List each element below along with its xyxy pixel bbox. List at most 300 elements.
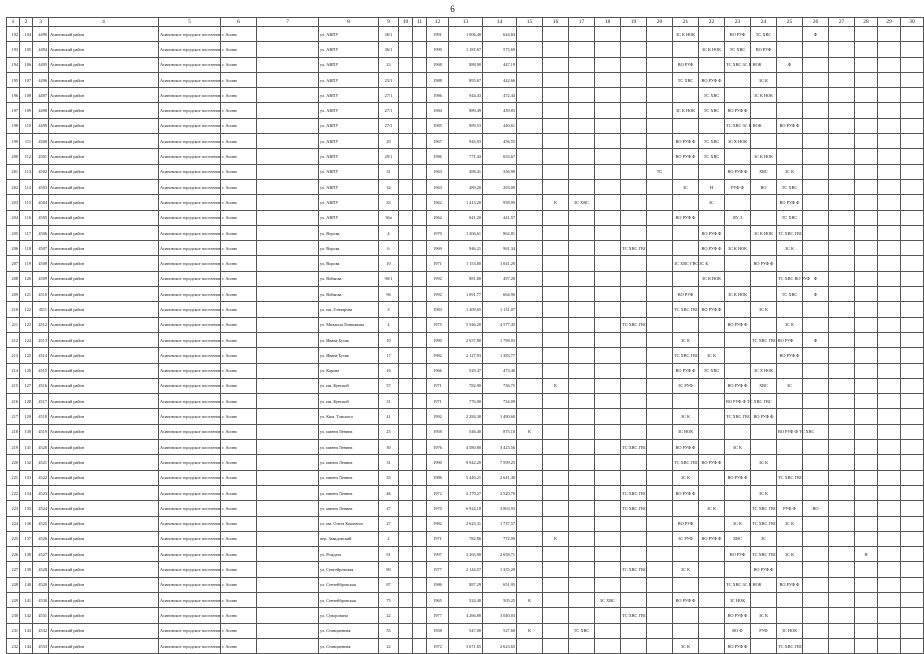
empty-cell [399,118,413,133]
work-mark-col-27 [829,501,855,516]
street-name: ул. имени Ленина [319,440,379,455]
empty-cell [413,516,427,531]
build-year: 1985 [427,118,449,133]
object-id: 4527 [33,547,49,562]
street-name: ул. АВПУ [319,88,379,103]
total-area: 498,41 [449,164,483,179]
table-row [7,256,924,271]
empty-cell [399,485,413,500]
living-area: 961,34 [483,241,517,256]
work-mark-col-29 [878,164,901,179]
living-area: 447,19 [483,57,517,72]
work-mark-col-26 [803,118,829,133]
living-area: 1 383,77 [483,348,517,363]
sub-number: 143 [20,623,33,638]
column-number-30: 30 [901,18,924,27]
locality-name: г. Асино [221,118,257,133]
work-mark-col-16 [543,363,569,378]
work-mark-col-29 [878,317,901,332]
work-mark-col-19 [621,378,647,393]
column-number-3: 3 [33,18,49,27]
district-name: Асиновский район [49,302,159,317]
work-mark-col-28 [855,317,878,332]
settlement-name: Асиновское городское поселение [159,608,221,623]
table-row [7,118,924,133]
work-mark-col-17 [569,485,595,500]
object-id: 4502 [33,164,49,179]
work-mark-col-22: ТС ХВС [699,149,725,164]
work-mark-col-25 [777,394,803,409]
house-number: 29/1 [379,149,399,164]
work-mark-col-23 [725,455,751,470]
work-mark-col-28 [855,271,878,286]
total-area: 944,43 [449,88,483,103]
object-id: 4513 [33,332,49,347]
work-mark-col-25: ВО РУФ Ф [777,348,803,363]
work-mark-col-16 [543,317,569,332]
work-mark-col-26: Ф [803,332,829,347]
settlement-name: Асиновское городское поселение [159,57,221,72]
work-mark-col-28 [855,378,878,393]
empty-cell [399,149,413,164]
object-id: 4511 [33,302,49,317]
column-number-28: 28 [855,18,878,27]
work-mark-col-29 [878,547,901,562]
work-mark-col-20 [647,179,673,194]
house-number: 27/1 [379,103,399,118]
work-mark-col-15 [517,118,543,133]
column-number-26: 26 [803,18,829,27]
house-number: 23/1 [379,72,399,87]
row-number: 217 [7,409,20,424]
work-mark-col-17 [569,149,595,164]
living-area: 1 798,03 [483,332,517,347]
work-mark-col-27 [829,241,855,256]
empty-cell [413,57,427,72]
object-id: 4499 [33,118,49,133]
empty-cell [257,394,319,409]
work-mark-col-28 [855,592,878,607]
empty-cell [399,27,413,42]
sub-number: 140 [20,577,33,592]
work-mark-col-25 [777,592,803,607]
work-mark-col-20 [647,241,673,256]
row-number: 207 [7,256,20,271]
work-mark-col-28 [855,72,878,87]
row-number: 213 [7,348,20,363]
table-row [7,592,924,607]
work-mark-col-18 [595,164,621,179]
locality-name: г. Асино [221,409,257,424]
work-mark-col-27 [829,470,855,485]
work-mark-col-28 [855,455,878,470]
object-id: 4498 [33,103,49,118]
work-mark-col-18 [595,287,621,302]
work-mark-col-24 [751,287,777,302]
work-mark-col-16 [543,409,569,424]
empty-cell [413,547,427,562]
locality-name: г. Асино [221,210,257,225]
sub-number: 132 [20,455,33,470]
work-mark-col-28 [855,179,878,194]
table-row [7,287,924,302]
street-name: ул. АВПУ [319,149,379,164]
house-number: 36а [379,210,399,225]
column-number-24: 24 [751,18,777,27]
sub-number: 110 [20,118,33,133]
sub-number: 117 [20,225,33,240]
empty-cell [257,623,319,638]
work-mark-col-15 [517,317,543,332]
work-mark-col-29 [878,516,901,531]
empty-cell [399,241,413,256]
empty-cell [413,409,427,424]
work-mark-col-15 [517,485,543,500]
work-mark-col-23: ВО РУФ Ф ТС ХВС ГВС [725,394,751,409]
work-mark-col-15 [517,638,543,653]
table-row [7,577,924,592]
locality-name: г. Асино [221,440,257,455]
build-year: 1997 [427,547,449,562]
work-mark-col-18 [595,210,621,225]
work-mark-col-27 [829,42,855,57]
district-name: Асиновский район [49,149,159,164]
empty-cell [257,531,319,546]
house-number: 80 [379,562,399,577]
work-mark-col-16 [543,424,569,439]
work-mark-col-26 [803,577,829,592]
work-mark-col-20 [647,149,673,164]
work-mark-col-24: 3С К НОК [751,225,777,240]
empty-cell [399,88,413,103]
work-mark-col-15 [517,241,543,256]
district-name: Асиновский район [49,592,159,607]
total-area: 546,40 [449,424,483,439]
work-mark-col-18 [595,42,621,57]
empty-cell [413,363,427,378]
work-mark-col-29 [878,27,901,42]
work-mark-col-28 [855,394,878,409]
work-mark-col-19 [621,225,647,240]
district-name: Асиновский район [49,608,159,623]
work-mark-col-17 [569,271,595,286]
work-mark-col-27 [829,256,855,271]
work-mark-col-30 [901,302,924,317]
work-mark-col-27 [829,164,855,179]
work-mark-col-30 [901,57,924,72]
settlement-name: Асиновское городское поселение [159,562,221,577]
work-mark-col-21: ТС ХВС ГВС [673,302,699,317]
work-mark-col-17 [569,577,595,592]
work-mark-col-16 [543,302,569,317]
work-mark-col-21 [673,195,699,210]
empty-cell [399,547,413,562]
work-mark-col-25: ВО РУФ Ф [777,195,803,210]
total-area: 2 657,80 [449,332,483,347]
locality-name: г. Асино [221,501,257,516]
work-mark-col-25 [777,256,803,271]
living-area: 497,28 [483,271,517,286]
sub-number: 130 [20,424,33,439]
object-id: 4512 [33,317,49,332]
build-year: 1971 [427,378,449,393]
work-mark-col-25 [777,42,803,57]
work-mark-col-19 [621,118,647,133]
sub-number: 137 [20,531,33,546]
work-mark-col-24: 3С [751,531,777,546]
locality-name: г. Асино [221,72,257,87]
sub-number: 125 [20,348,33,363]
living-area: 644,84 [483,27,517,42]
work-mark-col-16 [543,485,569,500]
work-mark-col-29 [878,424,901,439]
work-mark-col-26: Ф [803,27,829,42]
table-row [7,195,924,210]
work-mark-col-27 [829,516,855,531]
total-area: 889,53 [449,118,483,133]
row-number: 199 [7,134,20,149]
total-area: 1 153,80 [449,256,483,271]
district-name: Асиновский район [49,577,159,592]
work-mark-col-18 [595,623,621,638]
work-mark-col-17 [569,179,595,194]
work-mark-col-30 [901,225,924,240]
house-number: 10 [379,332,399,347]
work-mark-col-16 [543,256,569,271]
table-row [7,424,924,439]
column-number-23: 23 [725,18,751,27]
object-id: 4533 [33,638,49,653]
table-row [7,394,924,409]
work-mark-col-15: К [517,623,543,638]
sub-number: 144 [20,638,33,653]
empty-cell [257,485,319,500]
work-mark-col-26 [803,363,829,378]
work-mark-col-20 [647,531,673,546]
house-number: 75 [379,592,399,607]
work-mark-col-16 [543,210,569,225]
sub-number: 111 [20,134,33,149]
empty-cell [399,271,413,286]
total-area: 529,47 [449,363,483,378]
work-mark-col-17 [569,562,595,577]
street-name: ул. Суворовича [319,608,379,623]
work-mark-col-23: ВО РУФ Ф [725,378,751,393]
street-name: пер. Завадовский [319,531,379,546]
work-mark-col-19 [621,516,647,531]
work-mark-col-16 [543,562,569,577]
work-mark-col-28 [855,623,878,638]
work-mark-col-15 [517,562,543,577]
row-number: 210 [7,302,20,317]
row-number: 227 [7,562,20,577]
work-mark-col-15 [517,195,543,210]
empty-cell [399,317,413,332]
district-name: Асиновский район [49,623,159,638]
locality-name: г. Асино [221,271,257,286]
table-row [7,516,924,531]
house-number: 36/1 [379,42,399,57]
house-number: 96 [379,287,399,302]
empty-cell [257,118,319,133]
sub-number: 120 [20,271,33,286]
sub-number: 133 [20,470,33,485]
district-name: Асиновский район [49,424,159,439]
object-id: 4507 [33,241,49,256]
work-mark-col-21 [673,623,699,638]
street-name: ул. АВПУ [319,195,379,210]
living-area: 3 863,93 [483,501,517,516]
sub-number: 119 [20,256,33,271]
settlement-name: Асиновское городское поселение [159,271,221,286]
work-mark-col-26: Ф [803,287,829,302]
street-name: ул. им. Кунской [319,378,379,393]
empty-cell [413,562,427,577]
locality-name: г. Асино [221,27,257,42]
object-id: 4503 [33,179,49,194]
total-area: 4 179,27 [449,485,483,500]
work-mark-col-30 [901,547,924,562]
street-name: ул. АВПУ [319,210,379,225]
sub-number: 131 [20,440,33,455]
empty-cell [413,470,427,485]
work-mark-col-23: ТС ХВС [725,42,751,57]
street-name: ул. Сенгейровская [319,562,379,577]
locality-name: г. Асино [221,302,257,317]
work-mark-col-20 [647,103,673,118]
work-mark-col-20 [647,72,673,87]
row-number: 196 [7,88,20,103]
living-area: 2 658,71 [483,547,517,562]
column-number-18: 18 [595,18,621,27]
work-mark-col-17 [569,332,595,347]
total-area: 1 206,61 [449,225,483,240]
empty-cell [399,592,413,607]
work-mark-col-24: ВО [751,179,777,194]
living-area: 442,66 [483,72,517,87]
work-mark-col-25: ТС ХВС ВО РУФ [777,271,803,286]
empty-cell [399,164,413,179]
work-mark-col-30 [901,271,924,286]
living-area: 1 490,60 [483,409,517,424]
work-mark-col-29 [878,455,901,470]
column-number-21: 21 [673,18,699,27]
column-number-12: 12 [427,18,449,27]
object-id: 4528 [33,562,49,577]
object-id: 4497 [33,88,49,103]
work-mark-col-24 [751,134,777,149]
empty-cell [257,27,319,42]
work-mark-col-18 [595,149,621,164]
sub-number: 129 [20,409,33,424]
column-number-11: 11 [413,18,427,27]
district-name: Асиновский район [49,394,159,409]
work-mark-col-26 [803,348,829,363]
work-mark-col-29 [878,409,901,424]
row-number: 223 [7,501,20,516]
total-area: 2 127,93 [449,348,483,363]
work-mark-col-21: 3С К НОК [673,103,699,118]
work-mark-col-29 [878,179,901,194]
table-row [7,348,924,363]
work-mark-col-26 [803,302,829,317]
work-mark-col-22 [699,516,725,531]
work-mark-col-26 [803,134,829,149]
work-mark-col-23: 3С НОК [725,592,751,607]
empty-cell [399,455,413,470]
work-mark-col-15 [517,363,543,378]
work-mark-col-24 [751,348,777,363]
table-row [7,210,924,225]
work-mark-col-23 [725,424,751,439]
row-number: 203 [7,195,20,210]
table-row [7,470,924,485]
work-mark-col-27 [829,88,855,103]
work-mark-col-29 [878,256,901,271]
work-mark-col-28 [855,42,878,57]
row-number: 200 [7,149,20,164]
total-area: 895,67 [449,72,483,87]
row-number: 229 [7,592,20,607]
district-name: Асиновский район [49,241,159,256]
street-name: ул. Рождеш [319,547,379,562]
locality-name: г. Асино [221,562,257,577]
settlement-name: Асиновское городское поселение [159,42,221,57]
work-mark-col-22 [699,577,725,592]
work-mark-col-27 [829,179,855,194]
work-mark-col-20 [647,57,673,72]
house-number: 35 [379,470,399,485]
work-mark-col-19 [621,455,647,470]
table-row [7,149,924,164]
work-mark-col-25: ТС ХВС [777,287,803,302]
settlement-name: Асиновское городское поселение [159,72,221,87]
sub-number: 122 [20,302,33,317]
build-year: 1986 [427,149,449,164]
work-mark-col-23 [725,271,751,286]
work-mark-col-18 [595,363,621,378]
work-mark-col-27 [829,302,855,317]
work-mark-col-20 [647,88,673,103]
house-number: 46 [379,485,399,500]
work-mark-col-18 [595,501,621,516]
street-name: ул. имени Ленина [319,485,379,500]
empty-cell [257,363,319,378]
empty-cell [257,195,319,210]
work-mark-col-18 [595,134,621,149]
work-mark-col-29 [878,470,901,485]
work-mark-col-15 [517,608,543,623]
locality-name: г. Асино [221,42,257,57]
work-mark-col-16 [543,134,569,149]
work-mark-col-23 [725,348,751,363]
work-mark-col-22 [699,57,725,72]
work-mark-col-21: 3С К [673,562,699,577]
work-mark-col-28 [855,577,878,592]
work-mark-col-15 [517,42,543,57]
column-number-16: 16 [543,18,569,27]
row-number: 206 [7,241,20,256]
empty-cell [399,225,413,240]
work-mark-col-25: РУФ Ф [777,501,803,516]
locality-name: г. Асино [221,134,257,149]
row-number: 220 [7,455,20,470]
empty-cell [257,287,319,302]
work-mark-col-27 [829,394,855,409]
work-mark-col-27 [829,592,855,607]
work-mark-col-18 [595,485,621,500]
work-mark-col-18 [595,27,621,42]
